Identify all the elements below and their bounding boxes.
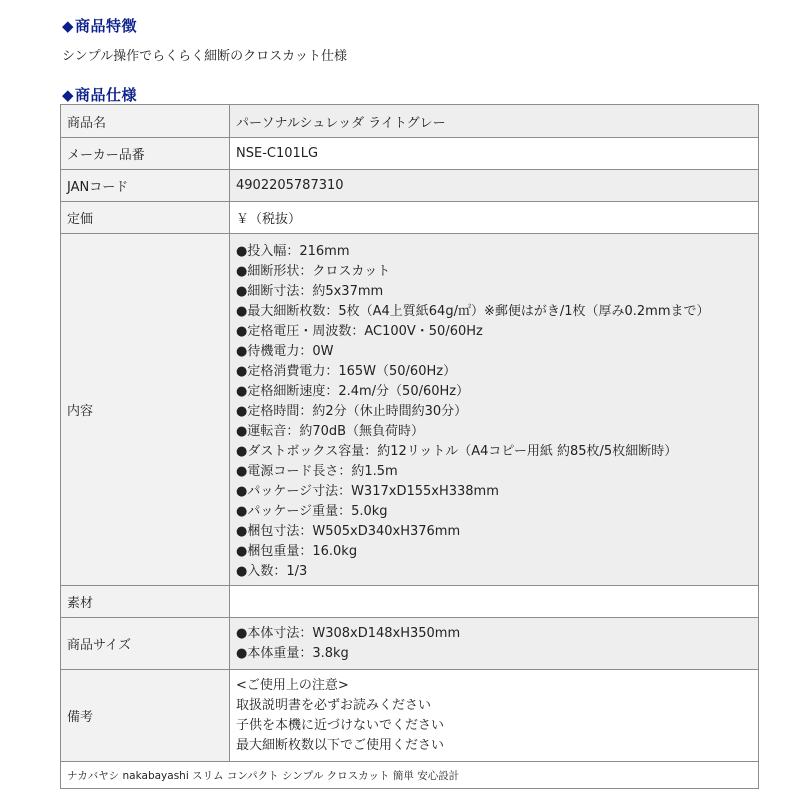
- list-item: ●運転音：約70dB（無負荷時）: [236, 423, 425, 439]
- spec-row-jan-code: [61, 170, 759, 202]
- spec-row-product-size: [61, 618, 759, 670]
- spec-label: 商品名: [61, 105, 230, 138]
- list-item: ●待機電力：0W: [236, 343, 334, 359]
- list-item: ●最大細断枚数：5枚（A4上質紙64g/㎡）※郵便はがき/1枚（厚み0.2mmまで）: [236, 303, 710, 319]
- spec-row-list-price: [61, 202, 759, 234]
- spec-table: [60, 104, 759, 789]
- list-item: ●定格時間：約2分（休止時間約30分）: [236, 403, 468, 419]
- list-item: ●細断寸法：約5x37mm: [236, 283, 384, 299]
- spec-value: パーソナルシュレッダ ライトグレー: [230, 105, 759, 138]
- spec-label: 商品サイズ: [61, 618, 230, 670]
- list-item: ●定格電圧・周波数：AC100V・50/60Hz: [236, 323, 483, 339]
- features-text: シンプル操作でらくらく細断のクロスカット仕様: [62, 49, 348, 64]
- spec-row-remarks: [61, 670, 759, 762]
- list-item: ●定格消費電力：165W（50/60Hz）: [236, 363, 457, 379]
- spec-value: 4902205787310: [230, 170, 759, 202]
- list-item: ●本体重量：3.8kg: [236, 645, 349, 661]
- list-item: 子供を本機に近づけないでください: [236, 717, 445, 733]
- spec-row-material: [61, 586, 759, 618]
- list-item: ●ダストボックス容量：約12リットル（A4コピー用紙 約85枚/5枚細断時）: [236, 443, 678, 459]
- spec-heading: [62, 84, 137, 105]
- spec-value: ￥（税抜）: [230, 202, 759, 234]
- spec-row-contents: [61, 234, 759, 586]
- keywords-footer: ナカバヤシ nakabayashi スリム コンパクト シンプル クロスカット 簡単 安心設計: [61, 762, 759, 789]
- spec-label: 備考: [61, 670, 230, 762]
- spec-value: [230, 670, 759, 762]
- list-item: ●本体寸法：W308xD148xH350mm: [236, 625, 461, 641]
- spec-label: 内容: [61, 234, 230, 586]
- spec-label: 素材: [61, 586, 230, 618]
- spec-label: JANコード: [61, 170, 230, 202]
- list-item: 取扱説明書を必ずお読みください: [236, 697, 432, 713]
- contents-list: [236, 238, 752, 582]
- diamond-icon: ◆: [62, 17, 75, 35]
- list-item: ●電源コード長さ：約1.5m: [236, 463, 398, 479]
- features-heading-text: 商品特徴: [75, 17, 138, 35]
- diamond-icon: ◆: [62, 86, 75, 104]
- spec-label: メーカー品番: [61, 138, 230, 170]
- spec-label: 定価: [61, 202, 230, 234]
- spec-heading-text: 商品仕様: [75, 86, 138, 104]
- spec-value: [230, 234, 759, 586]
- list-item: ●入数：1/3: [236, 563, 308, 579]
- remarks-list: [236, 676, 752, 756]
- size-list: [236, 624, 752, 664]
- list-item: ●梱包寸法：W505xD340xH376mm: [236, 523, 461, 539]
- list-item: ●細断形状：クロスカット: [236, 263, 391, 279]
- list-item: ●パッケージ寸法：W317xD155xH338mm: [236, 483, 499, 499]
- spec-row-product-name: [61, 105, 759, 138]
- spec-value: [230, 618, 759, 670]
- spec-row-footer: [61, 762, 759, 789]
- list-item: ●梱包重量：16.0kg: [236, 543, 358, 559]
- list-item: ●パッケージ重量：5.0kg: [236, 503, 388, 519]
- features-heading: [62, 15, 137, 36]
- list-item: ●投入幅：216mm: [236, 243, 350, 259]
- list-item: 最大細断枚数以下でご使用ください: [236, 737, 445, 753]
- spec-row-model-number: [61, 138, 759, 170]
- spec-value: [230, 586, 759, 618]
- list-item: <ご使用上の注意>: [236, 677, 349, 693]
- spec-value: NSE-C101LG: [230, 138, 759, 170]
- list-item: ●定格細断速度：2.4m/分（50/60Hz）: [236, 383, 470, 399]
